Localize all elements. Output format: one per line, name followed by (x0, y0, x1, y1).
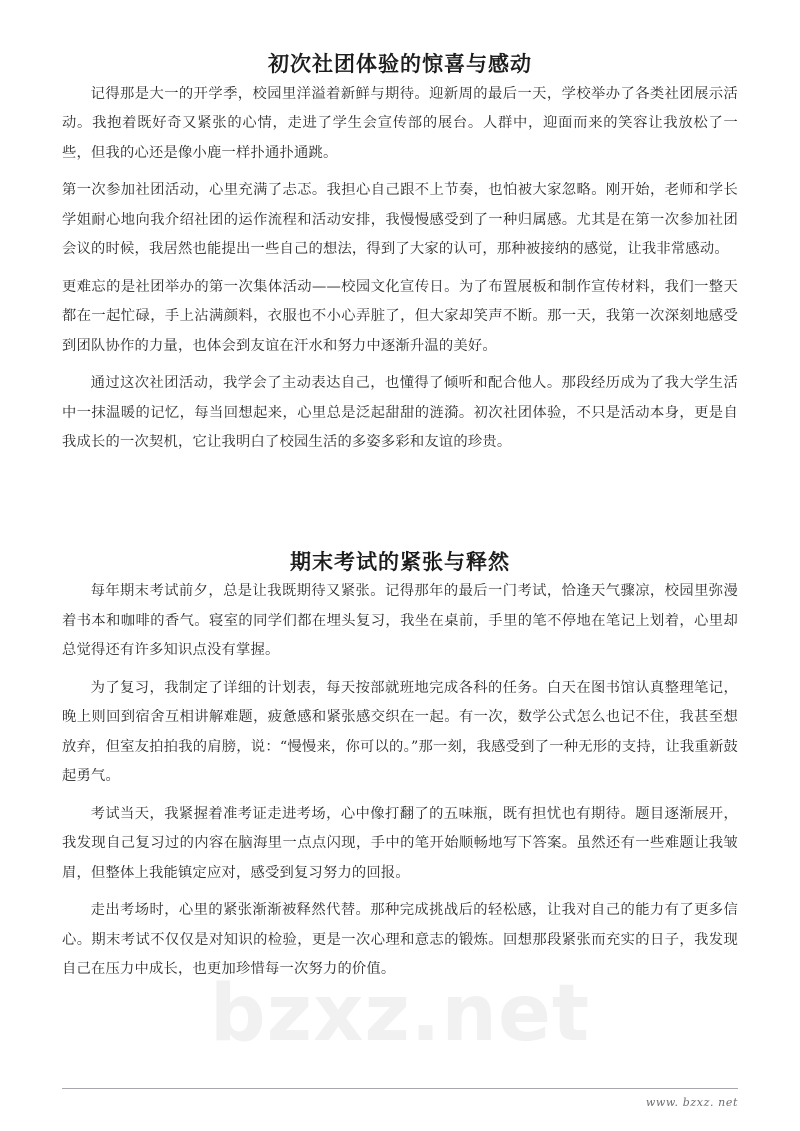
section-two-paragraph-2: 为了复习，我制定了详细的计划表，每天按部就班地完成各科的任务。白天在图书馆认真整理笔记，晚上则回到宿舍互相讲解难题，疲惫感和紧张感交织在一起。有一次，数学公式怎么也记不住，我甚至想放弃，但室友拍拍我的肩膀，说：“慢慢来，你可以的。”那一刻，我感受到了一种无形的支持，让我重新鼓起勇气。 (62, 679, 738, 784)
site-watermark: bzxz.net (209, 969, 591, 1059)
page-footer (62, 1088, 738, 1109)
footer-url-text: www. bzxz. net (645, 1096, 738, 1109)
top-spacer (62, 0, 738, 48)
section-one-heading: 初次社团体验的惊喜与感动 (268, 51, 532, 76)
section-one-paragraph-1: 记得那是大一的开学季，校园里洋溢着新鲜与期待。迎新周的最后一天，学校举办了各类社团展示活动。我抱着既好奇又紧张的心情，走进了学生会宣传部的展台。人群中，迎面而来的笑容让我放松了一些，但我的心还是像小鹿一样扑通扑通跳。 (62, 85, 738, 161)
section-two-heading: 期末考试的紧张与释然 (290, 548, 510, 574)
section-two-paragraph-4: 走出考场时，心里的紧张渐渐被释然代替。那种完成挑战后的轻松感，让我对自己的能力有了更多信心。期末考试不仅仅是对知识的检验，更是一次心理和意志的锻炼。回想那段紧张而充实的日子，我发现自己在压力中成长，也更加珍惜每一次努力的价值。 (62, 902, 738, 977)
section-one-paragraph-2: 第一次参加社团活动，心里充满了忐忑。我担心自己跟不上节奏，也怕被大家忽略。刚开始，老师和学长学姐耐心地向我介绍社团的运作流程和活动安排，我慢慢感受到了一种归属感。尤其是在第一次参加社团会议的时候，我居然也能提出一些自己的想法，得到了大家的认可，那种被接纳的感觉，让我非常感动。 (62, 182, 738, 257)
section-one-paragraph-3: 更难忘的是社团举办的第一次集体活动——校园文化宣传日。为了布置展板和制作宣传材料，我们一整天都在一起忙碌，手上沾满颜料，衣服也不小心弄脏了，但大家却笑声不断。那一天，我第一次深刻地感受到团队协作的力量，也体会到友谊在汗水和努力中逐渐升温的美好。 (62, 278, 738, 354)
section-separator-gap (62, 460, 738, 546)
section-two-paragraph-1: 每年期末考试前夕，总是让我既期待又紧张。记得那年的最后一门考试，恰逢天气骤凉，校园里弥漫着书本和咖啡的香气。寝室的同学们都在埋头复习，我坐在桌前，手里的笔不停地在笔记上划着，心里却总觉得还有许多知识点没有掌握。 (62, 583, 738, 658)
footer-divider (62, 1088, 738, 1089)
section-two-paragraph-3: 考试当天，我紧握着准考证走进考场，心中像打翻了的五味瓶，既有担忧也有期待。题目逐渐展开，我发现自己复习过的内容在脑海里一点点闪现，手中的笔开始顺畅地写下答案。虽然还有一些难题让我皱眉，但整体上我能镇定应对，感受到复习努力的回报。 (62, 805, 738, 881)
section-one-paragraph-4: 通过这次社团活动，我学会了主动表达自己，也懂得了倾听和配合他人。那段经历成为了我大学生活中一抹温暖的记忆，每当回想起来，心里总是泛起甜甜的涟漪。初次社团体验，不只是活动本身，更是自我成长的一次契机，它让我明白了校园生活的多姿多彩和友谊的珍贵。 (62, 375, 738, 450)
